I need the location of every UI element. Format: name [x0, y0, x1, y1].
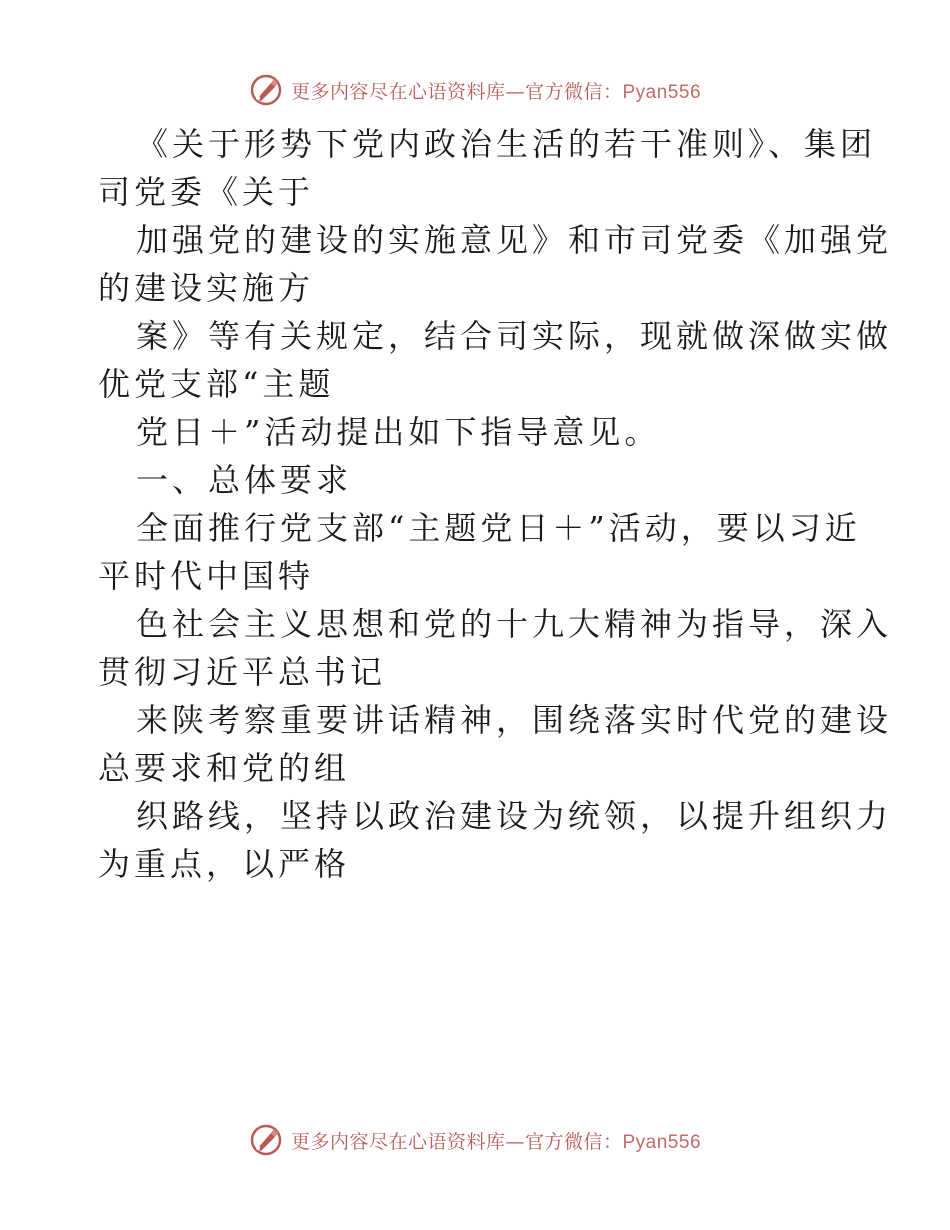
text-line: 平时代中国特	[98, 557, 315, 595]
text-line: 优党支部“主题	[98, 365, 335, 403]
pen-logo-icon	[249, 73, 283, 107]
text-line: 案》等有关规定，结合司实际，现就做深做实做	[136, 317, 893, 355]
text-line: 加强党的建设的实施意见》和市司党委《加强党	[136, 221, 893, 259]
watermark-text: 更多内容尽在心语资料库—官方微信：Pyan556	[290, 1130, 702, 1153]
text-line: 《关于形势下党内政治生活的若干准则》、集团	[136, 125, 877, 163]
section-heading: 一、总体要求	[136, 461, 353, 499]
text-line: 的建设实施方	[98, 269, 315, 307]
text-line: 全面推行党支部“主题党日＋”活动，要以习近	[136, 509, 861, 547]
text-line: 为重点，以严格	[98, 845, 351, 883]
document-body	[98, 120, 893, 888]
text-line: 来陕考察重要讲话精神，围绕落实时代党的建设	[136, 701, 893, 739]
footer-watermark	[0, 1120, 950, 1160]
watermark-handle: Pyan556	[622, 81, 702, 103]
watermark-text: 更多内容尽在心语资料库—官方微信：Pyan556	[290, 80, 702, 103]
watermark-handle: Pyan556	[622, 1131, 702, 1153]
text-line: 司党委《关于	[98, 173, 315, 211]
text-line: 贯彻习近平总书记	[98, 653, 387, 691]
header-watermark	[0, 70, 950, 110]
pen-logo-icon	[249, 1123, 283, 1157]
text-line: 党日＋”活动提出如下指导意见。	[136, 413, 661, 451]
text-line: 织路线，坚持以政治建设为统领，以提升组织力	[136, 797, 893, 835]
text-line: 总要求和党的组	[98, 749, 351, 787]
text-line: 色社会主义思想和党的十九大精神为指导，深入	[136, 605, 893, 643]
